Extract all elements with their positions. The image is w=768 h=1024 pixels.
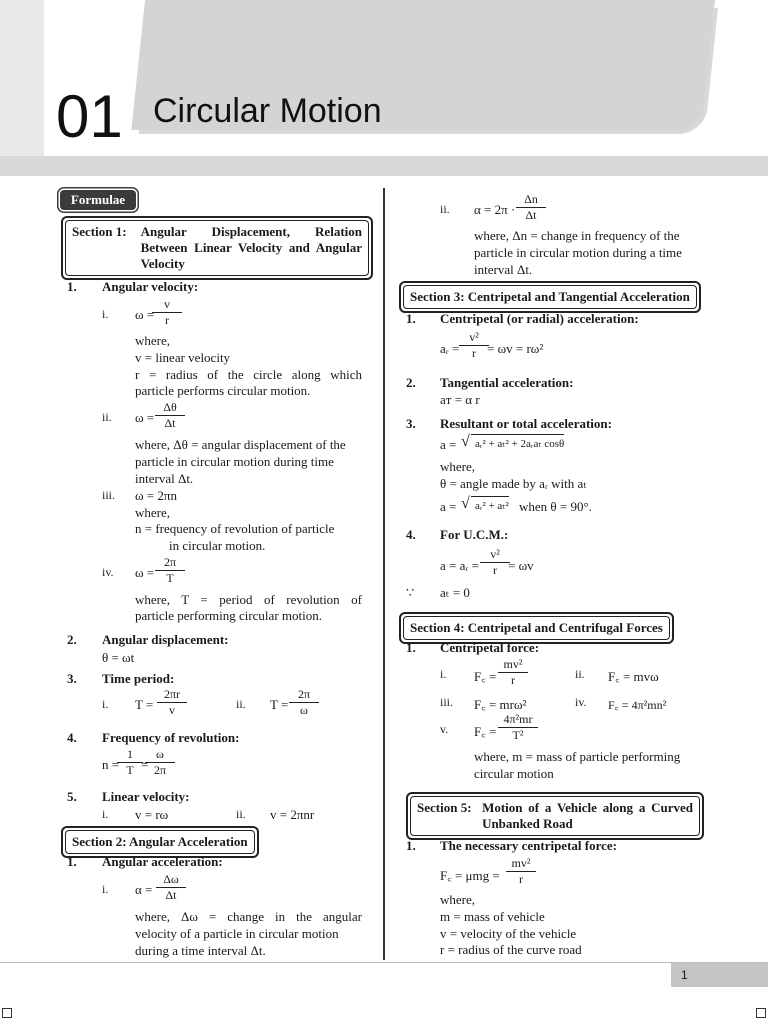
- where-line: v = velocity of the vehicle: [440, 926, 577, 941]
- topic-title: For U.C.M.:: [440, 527, 509, 542]
- footer-rule: [0, 962, 768, 963]
- where-line: where,: [135, 505, 171, 520]
- roman-numeral: iv.: [102, 565, 114, 579]
- equation: F꜀ = mrω²: [474, 697, 527, 712]
- where-line: particle performing circular motion.: [135, 608, 322, 623]
- where-line: during a time interval Δt.: [135, 943, 266, 958]
- where-line: m = mass of vehicle: [440, 909, 545, 924]
- where-line: where,: [135, 333, 171, 348]
- fraction: [157, 688, 187, 717]
- fraction: [117, 748, 143, 777]
- equation: F꜀ = 4π²mn²: [608, 698, 667, 712]
- denominator: Δt: [164, 416, 176, 430]
- topic-number: 4.: [406, 527, 416, 542]
- section-5-heading: [406, 792, 704, 840]
- numerator: mv²: [498, 658, 528, 673]
- equation-lhs: a = aᵣ =: [440, 558, 479, 573]
- equation-lhs: F꜀ =: [474, 724, 497, 739]
- equation-rhs: = ωv = rω²: [487, 341, 544, 356]
- topic-title: Angular acceleration:: [102, 854, 223, 869]
- numerator: Δω: [156, 873, 186, 888]
- topic-title: Angular displacement:: [102, 632, 229, 647]
- section-4-title: Section 4: Centripetal and Centrifugal Forces: [403, 616, 670, 640]
- roman-numeral: ii.: [575, 667, 585, 681]
- equation-lhs: aᵣ =: [440, 341, 460, 356]
- numerator: Δn: [516, 193, 546, 208]
- topic-number: 1.: [406, 640, 416, 655]
- denominator: T²: [512, 728, 524, 742]
- chapter-number: 01: [56, 83, 123, 150]
- denominator: r: [519, 872, 523, 886]
- topic-title: Resultant or total acceleration:: [440, 416, 612, 431]
- equation-lhs: ω =: [135, 410, 155, 425]
- equation: v = 2πnr: [270, 807, 315, 822]
- roman-numeral: v.: [440, 722, 449, 736]
- topic-number: 4.: [67, 730, 77, 745]
- chapter-title: Circular Motion: [153, 92, 382, 130]
- where-line: where,: [440, 459, 476, 474]
- where-line: where,: [440, 892, 476, 907]
- since-symbol: ∵: [406, 585, 415, 600]
- equation: aₜ = 0: [440, 585, 470, 600]
- denominator: 2π: [153, 763, 167, 777]
- equation-lhs: α = 2π ·: [474, 202, 516, 217]
- topic-number: 1.: [67, 279, 77, 294]
- equation: aᴛ = α r: [440, 392, 480, 407]
- section-2-title: Section 2: Angular Acceleration: [65, 830, 255, 854]
- roman-numeral: iii.: [440, 695, 454, 709]
- where-line: in circular motion.: [169, 538, 266, 553]
- numerator: v: [152, 298, 182, 313]
- where-line: interval Δt.: [474, 262, 533, 277]
- fraction: [459, 331, 489, 360]
- radical: √ aᵣ² + aₜ² + 2aᵣaₜ cosθ: [471, 434, 564, 452]
- column-divider: [383, 188, 385, 960]
- denominator: r: [511, 673, 515, 687]
- fraction: [155, 556, 185, 585]
- equation: θ = ωt: [102, 650, 135, 665]
- numerator: 2πr: [157, 688, 187, 703]
- topic-title: Centripetal (or radial) acceleration:: [440, 311, 639, 326]
- fraction: [156, 873, 186, 902]
- denominator: T: [126, 763, 134, 777]
- topic-title: Centripetal force:: [440, 640, 540, 655]
- numerator: 4π²mr: [498, 713, 538, 728]
- roman-numeral: ii.: [236, 807, 246, 821]
- fraction: [516, 193, 546, 222]
- where-line: particle in circular motion during time: [135, 454, 334, 469]
- roman-numeral: i.: [102, 807, 109, 821]
- fraction: [152, 298, 182, 327]
- fraction: [498, 713, 538, 742]
- topic-number: 1.: [406, 838, 416, 853]
- roman-numeral: iv.: [575, 695, 587, 709]
- roman-numeral: ii.: [236, 697, 246, 711]
- denominator: r: [165, 313, 169, 327]
- denominator: ω: [300, 703, 308, 717]
- equation: F꜀ = mvω: [608, 669, 659, 684]
- where-line: where, T = period of revolution of: [135, 592, 362, 607]
- roman-numeral: iii.: [102, 488, 116, 502]
- denominator: Δt: [525, 208, 537, 222]
- roman-numeral: ii.: [102, 410, 112, 424]
- section-3-heading: [399, 281, 701, 313]
- numerator: ω: [145, 748, 175, 763]
- numerator: 1: [117, 748, 143, 763]
- topic-number: 5.: [67, 789, 77, 804]
- roman-numeral: ii.: [440, 202, 450, 216]
- fraction: [498, 658, 528, 687]
- radical: √ aᵣ² + aₜ²: [471, 496, 509, 514]
- section-3-title: Section 3: Centripetal and Tangential Acceleration: [403, 285, 697, 309]
- equation-lhs: F꜀ =: [474, 669, 497, 684]
- roman-numeral: i.: [102, 882, 109, 896]
- equation-lhs: α =: [135, 882, 153, 897]
- numerator: v²: [459, 331, 489, 346]
- where-line: interval Δt.: [135, 471, 194, 486]
- condition: when θ = 90°.: [519, 499, 592, 514]
- fraction: [480, 548, 510, 577]
- denominator: v: [169, 703, 175, 717]
- numerator: mv²: [506, 857, 536, 872]
- where-line: where, Δθ = angular displacement of the: [135, 437, 346, 452]
- equation-lhs: n =: [102, 757, 120, 772]
- topic-number: 1.: [67, 854, 77, 869]
- equation: v = rω: [135, 807, 169, 822]
- section-5-label: Section 5:: [417, 800, 472, 815]
- where-line: where, Δn = change in frequency of the: [474, 228, 680, 243]
- roman-numeral: i.: [102, 307, 109, 321]
- equals-sign: =: [141, 757, 149, 772]
- where-line: velocity of a particle in circular motion: [135, 926, 339, 941]
- fraction: [289, 688, 319, 717]
- where-line: where, m = mass of particle performing: [474, 749, 681, 764]
- numerator: 2π: [289, 688, 319, 703]
- fraction: [145, 748, 175, 777]
- equation-lhs: T =: [270, 697, 289, 712]
- page-number: 1: [671, 963, 768, 987]
- roman-numeral: i.: [440, 667, 447, 681]
- denominator: r: [493, 563, 497, 577]
- equation-lhs: F꜀ = μmg =: [440, 868, 500, 883]
- topic-title: Time period:: [102, 671, 175, 686]
- topic-number: 3.: [406, 416, 416, 431]
- denominator: Δt: [165, 888, 177, 902]
- formulae-tag: Formulae: [60, 190, 136, 210]
- equation-lhs: T =: [135, 697, 154, 712]
- roman-numeral: i.: [102, 697, 109, 711]
- where-line: r = radius of the curve road: [440, 942, 582, 957]
- where-line: n = frequency of revolution of particle: [135, 521, 335, 536]
- where-line: particle in circular motion during a time: [474, 245, 682, 260]
- crop-mark-left: [2, 1008, 12, 1018]
- where-line: θ = angle made by aᵣ with aₜ: [440, 476, 588, 491]
- topic-title: Frequency of revolution:: [102, 730, 240, 745]
- denominator: r: [472, 346, 476, 360]
- topic-title: Angular velocity:: [102, 279, 199, 294]
- where-line: v = linear velocity: [135, 350, 231, 365]
- numerator: Δθ: [155, 401, 185, 416]
- numerator: 2π: [155, 556, 185, 571]
- topic-title: Linear velocity:: [102, 789, 190, 804]
- fraction: [506, 857, 536, 886]
- section-1-heading: [61, 216, 373, 280]
- header-band-lower: [0, 156, 768, 176]
- topic-title: Tangential acceleration:: [440, 375, 574, 390]
- topic-number: 3.: [67, 671, 77, 686]
- section-1-title: Angular Displacement, Relation Between Linear Velocity and Angular Velocity: [140, 224, 362, 271]
- fraction: [155, 401, 185, 430]
- where-line: where, Δω = change in the angular: [135, 909, 362, 924]
- where-line: r = radius of the circle along which: [135, 367, 362, 382]
- topic-number: 1.: [406, 311, 416, 326]
- topic-number: 2.: [67, 632, 77, 647]
- equation: ω = 2πn: [135, 488, 177, 503]
- equation-lhs: ω =: [135, 565, 155, 580]
- where-line: circular motion: [474, 766, 554, 781]
- equation-rhs: = ωv: [508, 558, 534, 573]
- topic-number: 2.: [406, 375, 416, 390]
- where-line: particle performs circular motion.: [135, 383, 311, 398]
- topic-title: The necessary centripetal force:: [440, 838, 618, 853]
- section-5-title: Motion of a Vehicle along a Curved Unbanked Road: [482, 800, 693, 831]
- numerator: v²: [480, 548, 510, 563]
- equation-lhs: a =: [440, 499, 457, 514]
- equation-lhs: a =: [440, 437, 457, 452]
- section-1-label: Section 1:: [72, 224, 127, 239]
- crop-mark-right: [756, 1008, 766, 1018]
- equation-lhs: ω =: [135, 307, 155, 322]
- denominator: T: [166, 571, 174, 585]
